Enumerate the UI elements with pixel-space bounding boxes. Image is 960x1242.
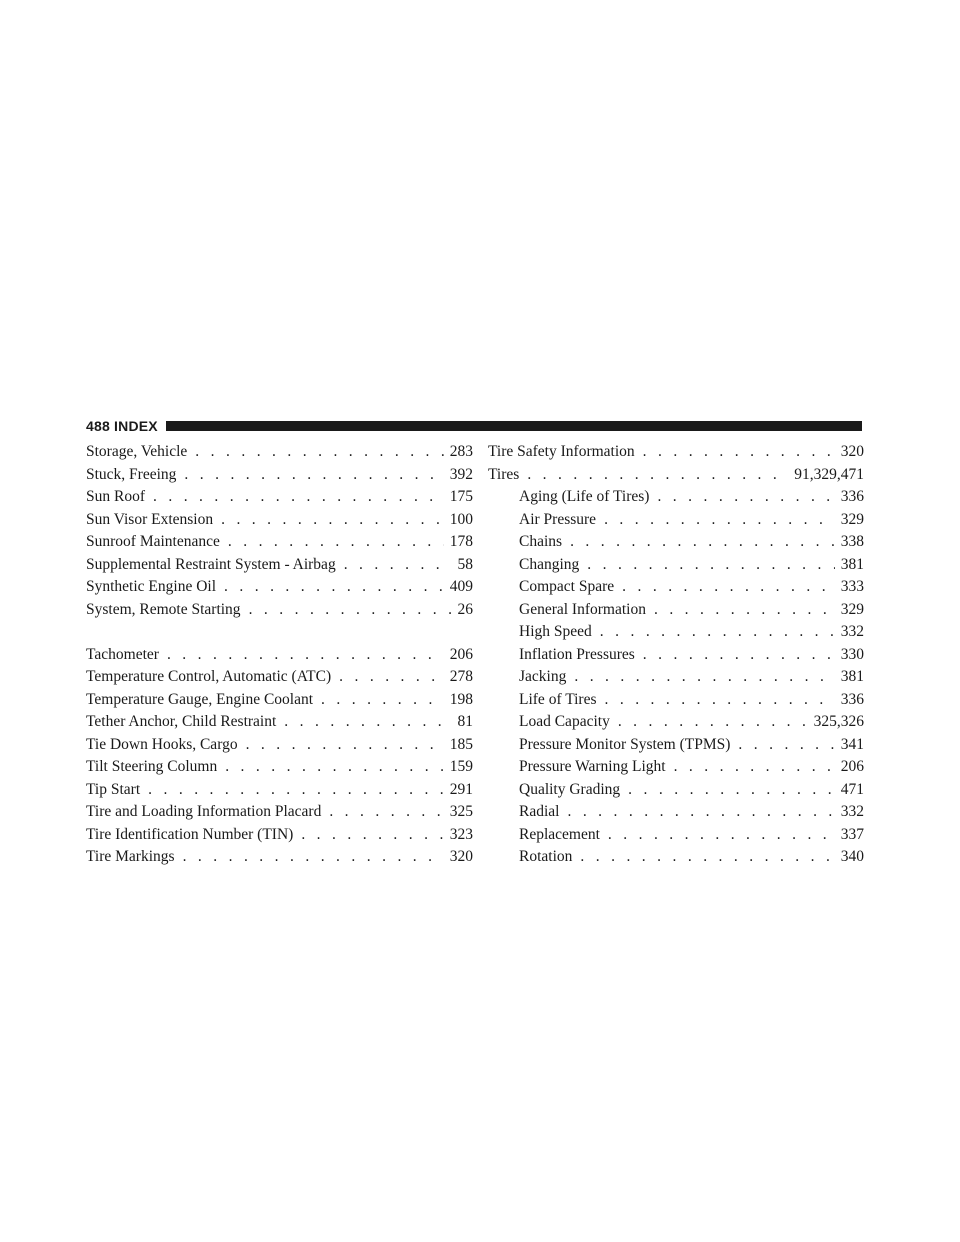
entry-page: 81	[457, 713, 473, 730]
entry-page: 325,326	[813, 713, 864, 730]
entry-term: Life of Tires	[519, 690, 597, 708]
entry-term: Sun Visor Extension	[86, 510, 214, 528]
entry-term: Tire Markings	[86, 848, 175, 865]
dot-leader	[587, 554, 834, 577]
index-entry	[86, 464, 473, 487]
page-label: 488 INDEX	[86, 418, 158, 434]
entry-page: 198	[449, 690, 473, 708]
entry-term: Pressure Warning Light	[519, 758, 666, 775]
entry-page: 320	[840, 443, 864, 460]
index-entry	[86, 801, 473, 824]
index-subentry	[488, 621, 864, 644]
entry-page: 178	[449, 533, 473, 550]
dot-leader	[225, 756, 444, 779]
entry-term: Tire and Loading Information Placard	[86, 803, 322, 820]
entry-term: General Information	[519, 600, 646, 618]
entry-page: 206	[449, 645, 473, 663]
entry-page: 323	[449, 825, 473, 843]
entry-term: Load Capacity	[519, 713, 610, 730]
entry-term: Radial	[519, 803, 560, 820]
entry-term: Temperature Gauge, Engine Coolant	[86, 690, 314, 708]
dot-leader	[339, 666, 444, 689]
index-column-left	[86, 441, 473, 869]
index-subentry	[488, 599, 864, 622]
entry-page: 409	[449, 578, 473, 595]
dot-leader	[167, 644, 444, 667]
entry-term: Tachometer	[86, 645, 159, 663]
entry-term: Chains	[519, 533, 563, 550]
entry-page: 337	[840, 825, 864, 843]
dot-leader	[618, 711, 808, 734]
index-entry	[86, 711, 473, 734]
entry-page: 175	[449, 488, 473, 505]
index-entry	[86, 734, 473, 757]
index-entry	[86, 531, 473, 554]
entry-term: Stuck, Freeing	[86, 465, 177, 483]
entry-page: 336	[840, 690, 864, 708]
dot-leader	[654, 599, 835, 622]
entry-page: 333	[840, 578, 864, 595]
entry-page: 471	[840, 780, 864, 798]
entry-page: 392	[449, 465, 473, 483]
index-entry	[86, 486, 473, 509]
dot-leader	[228, 531, 444, 554]
entry-term: Temperature Control, Automatic (ATC)	[86, 668, 332, 685]
index-entry	[86, 846, 473, 869]
entry-page: 341	[840, 735, 864, 753]
entry-term: Tether Anchor, Child Restraint	[86, 713, 277, 730]
entry-term: Tire Safety Information	[488, 443, 635, 460]
index-subentry	[488, 576, 864, 599]
entry-page: 338	[840, 533, 864, 550]
entry-page: 330	[840, 645, 864, 663]
entry-term: Aging (Life of Tires)	[519, 488, 650, 505]
dot-leader	[184, 464, 443, 487]
dot-leader	[604, 509, 835, 532]
index-entry	[86, 779, 473, 802]
dot-leader	[674, 756, 835, 779]
dot-leader	[344, 554, 452, 577]
entry-term: Jacking	[519, 668, 567, 685]
dot-leader	[183, 846, 444, 869]
index-subentry	[488, 644, 864, 667]
entry-term: Changing	[519, 555, 580, 573]
entry-term: Replacement	[519, 825, 600, 843]
index-subentry	[488, 689, 864, 712]
dot-leader	[148, 779, 444, 802]
dot-leader	[153, 486, 444, 509]
index-entry	[86, 554, 473, 577]
index-subentry	[488, 531, 864, 554]
entry-page: 91,329,471	[794, 465, 864, 483]
entry-term: Tie Down Hooks, Cargo	[86, 735, 238, 753]
entry-term: Air Pressure	[519, 510, 597, 528]
index-subentry	[488, 711, 864, 734]
dot-leader	[224, 576, 444, 599]
dot-leader	[574, 666, 834, 689]
entry-page: 329	[840, 600, 864, 618]
entry-term: Quality Grading	[519, 780, 621, 798]
dot-leader	[580, 846, 834, 869]
dot-leader	[643, 644, 835, 667]
entry-page: 332	[840, 623, 864, 640]
index-entry	[86, 441, 473, 464]
dot-leader	[738, 734, 834, 757]
index-entry	[86, 756, 473, 779]
entry-term: Tire Identification Number (TIN)	[86, 825, 294, 843]
entry-term: High Speed	[519, 623, 592, 640]
entry-term: Sunroof Maintenance	[86, 533, 220, 550]
entry-term: Synthetic Engine Oil	[86, 578, 217, 595]
index-entry	[86, 644, 473, 667]
dot-leader	[321, 689, 444, 712]
index-subentry	[488, 486, 864, 509]
dot-leader	[301, 824, 443, 847]
index-subentry	[488, 734, 864, 757]
dot-leader	[527, 464, 788, 487]
entry-page: 283	[449, 443, 473, 460]
entry-page: 336	[840, 488, 864, 505]
page-header	[86, 416, 862, 436]
entry-term: Storage, Vehicle	[86, 443, 188, 460]
entry-term: Tires	[488, 465, 520, 483]
entry-page: 320	[449, 848, 473, 865]
index-entry	[488, 441, 864, 464]
dot-leader	[246, 734, 444, 757]
dot-leader	[221, 509, 444, 532]
entry-term: Inflation Pressures	[519, 645, 635, 663]
entry-page: 381	[840, 555, 864, 573]
entry-term: Compact Spare	[519, 578, 615, 595]
entry-page: 185	[449, 735, 473, 753]
entry-page: 325	[449, 803, 473, 820]
entry-term: Rotation	[519, 848, 573, 865]
entry-page: 332	[840, 803, 864, 820]
dot-leader	[284, 711, 451, 734]
section-gap	[86, 621, 473, 644]
entry-term: Sun Roof	[86, 488, 145, 505]
index-subentry	[488, 846, 864, 869]
dot-leader	[628, 779, 835, 802]
dot-leader	[600, 621, 835, 644]
index-subentry	[488, 824, 864, 847]
entry-page: 26	[457, 600, 473, 618]
entry-page: 291	[449, 780, 473, 798]
dot-leader	[567, 801, 834, 824]
dot-leader	[195, 441, 443, 464]
dot-leader	[622, 576, 835, 599]
index-entry	[86, 666, 473, 689]
dot-leader	[249, 599, 452, 622]
index-entry	[86, 824, 473, 847]
index-entry	[86, 576, 473, 599]
dot-leader	[608, 824, 835, 847]
entry-page: 159	[449, 758, 473, 775]
entry-page: 381	[840, 668, 864, 685]
dot-leader	[657, 486, 834, 509]
index-entry	[86, 509, 473, 532]
entry-page: 100	[449, 510, 473, 528]
index-subentry	[488, 509, 864, 532]
dot-leader	[570, 531, 835, 554]
entry-page: 340	[840, 848, 864, 865]
dot-leader	[643, 441, 835, 464]
index-subentry	[488, 779, 864, 802]
entry-page: 58	[457, 555, 473, 573]
header-rule	[166, 421, 862, 431]
entry-term: Tilt Steering Column	[86, 758, 218, 775]
entry-term: Supplemental Restraint System - Airbag	[86, 555, 336, 573]
index-subentry	[488, 801, 864, 824]
dot-leader	[605, 689, 835, 712]
index-entry	[86, 689, 473, 712]
entry-term: Pressure Monitor System (TPMS)	[519, 735, 731, 753]
entry-page: 206	[840, 758, 864, 775]
entry-term: Tip Start	[86, 780, 141, 798]
index-subentry	[488, 666, 864, 689]
entry-term: System, Remote Starting	[86, 600, 241, 618]
index-subentry	[488, 756, 864, 779]
index-entry	[488, 464, 864, 487]
index-column-right	[488, 441, 864, 869]
entry-page: 278	[449, 668, 473, 685]
index-subentry	[488, 554, 864, 577]
dot-leader	[329, 801, 443, 824]
index-entry	[86, 599, 473, 622]
entry-page: 329	[840, 510, 864, 528]
